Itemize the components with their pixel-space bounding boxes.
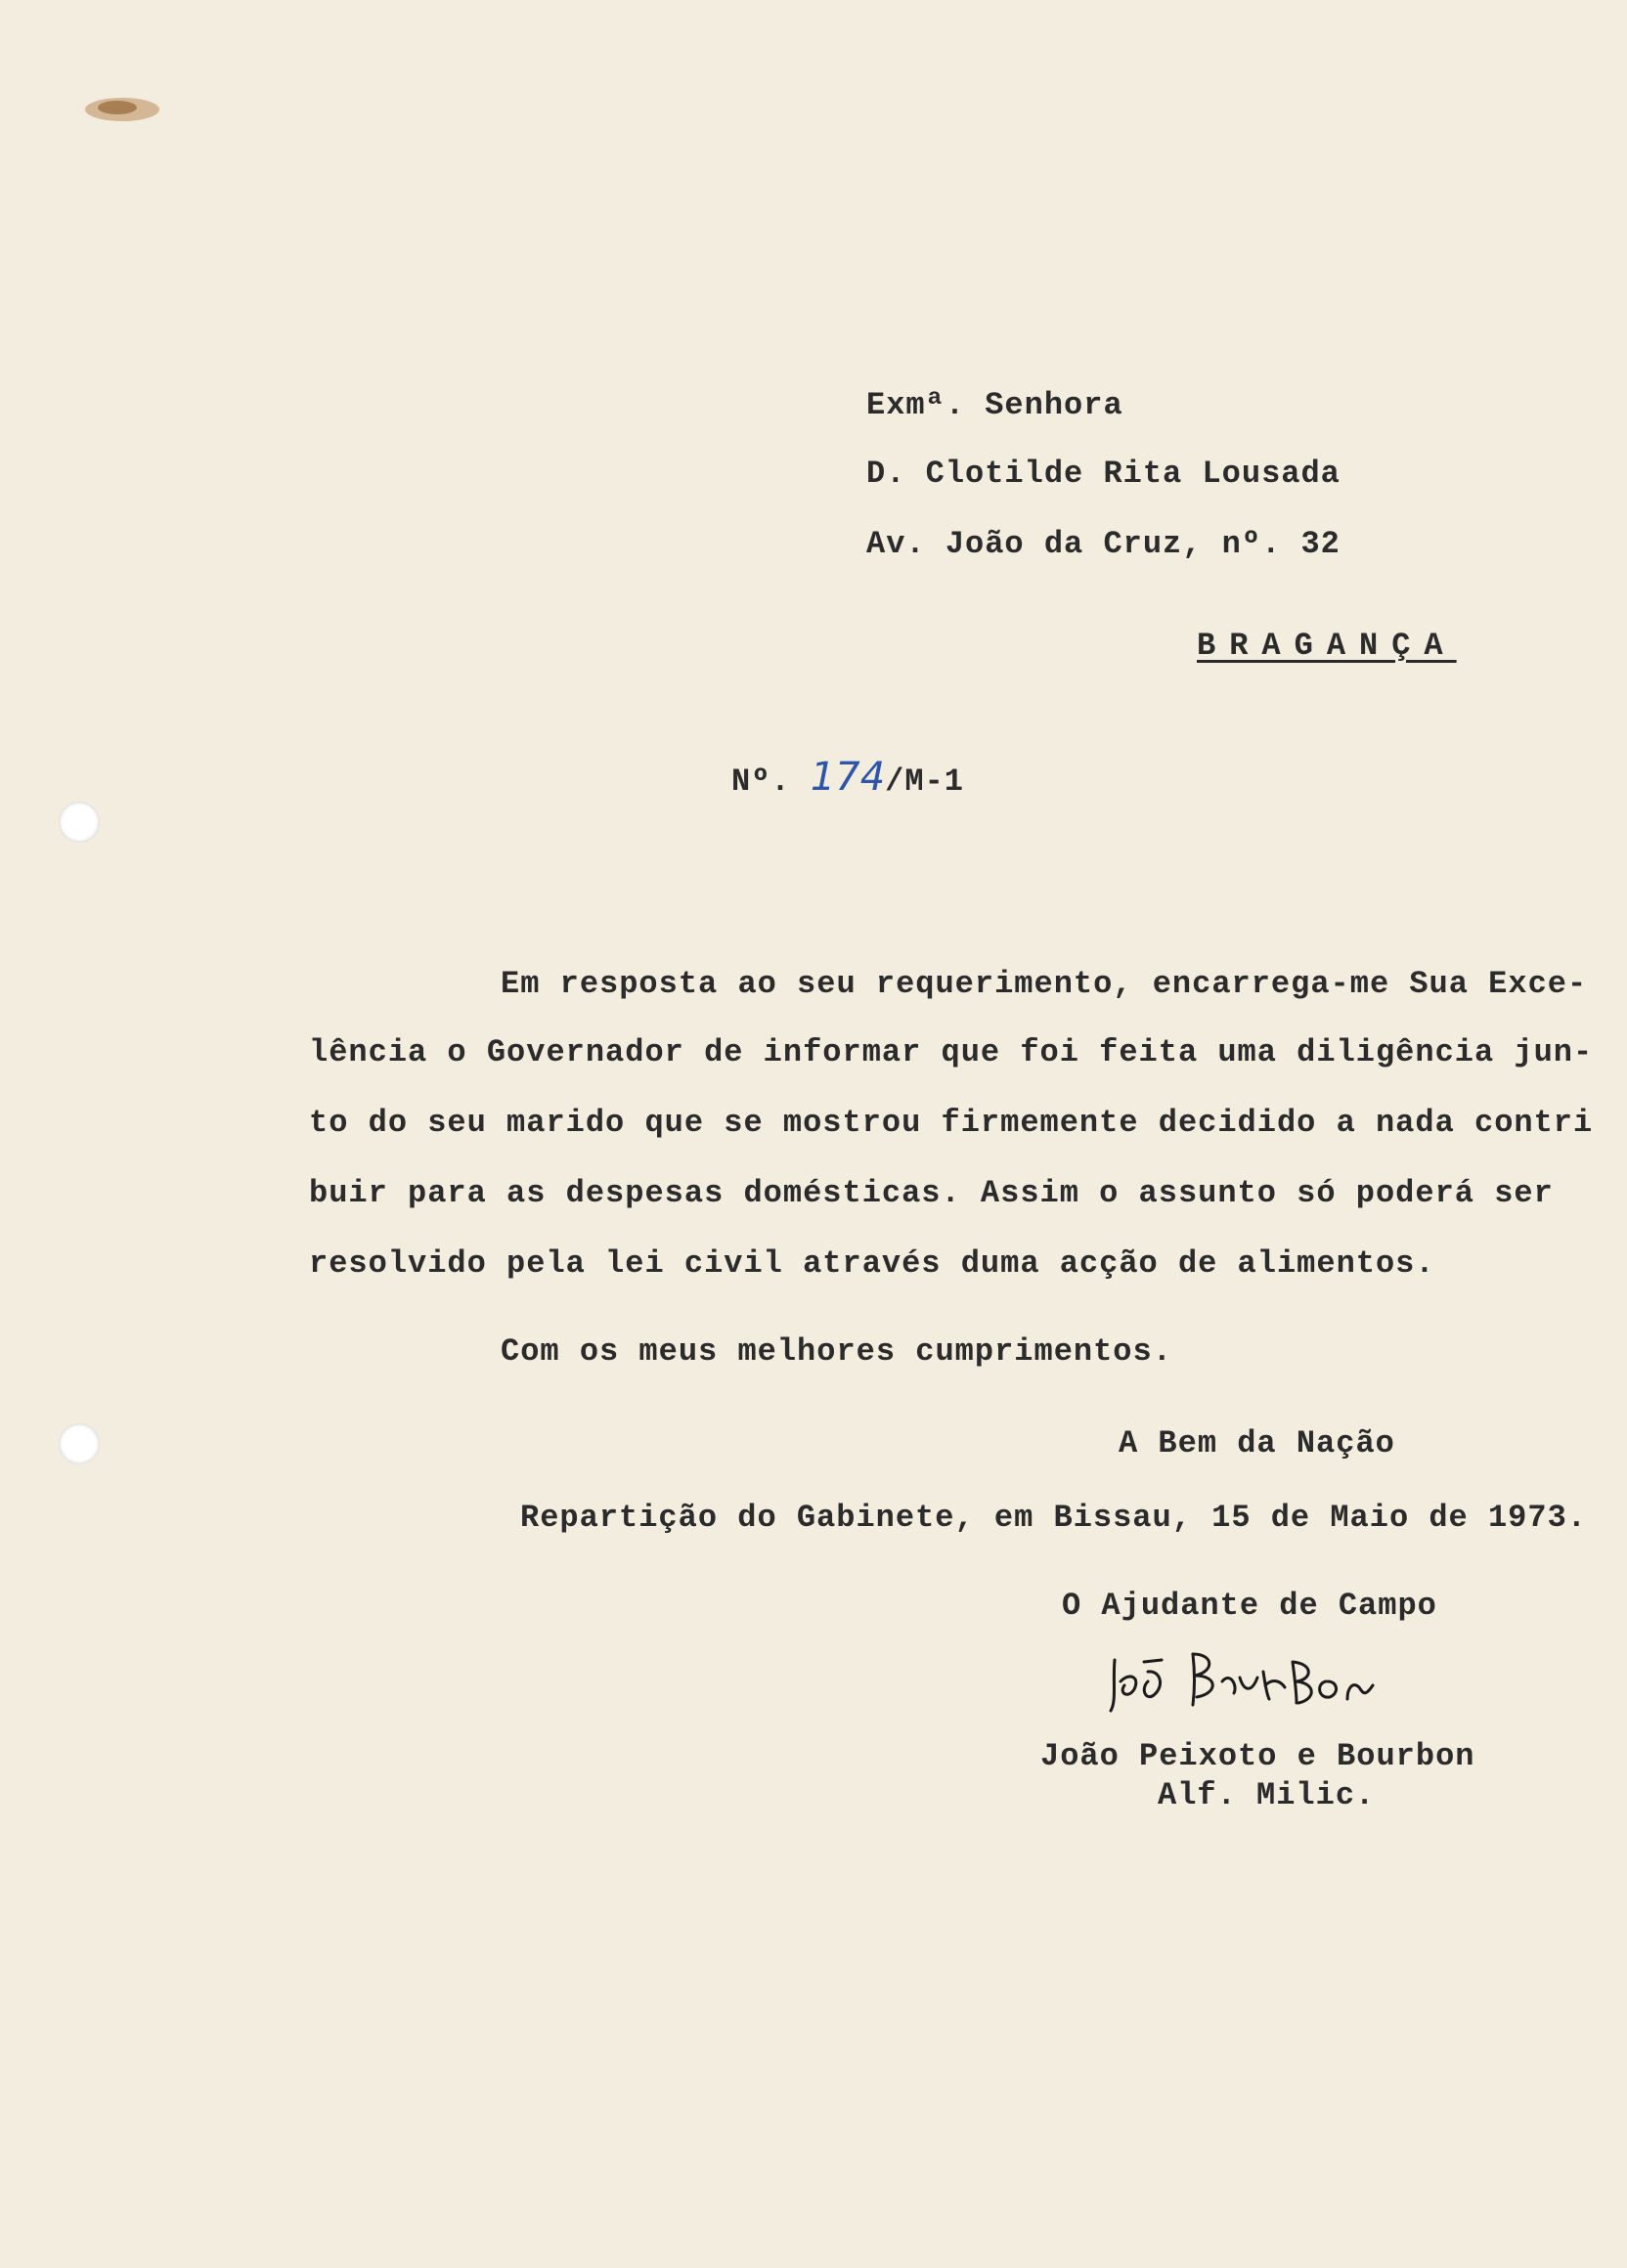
recipient-city: BRAGANÇA — [1197, 628, 1457, 664]
rust-stain — [78, 88, 166, 127]
signer-rank: Alf. Milic. — [1158, 1777, 1376, 1813]
recipient-address: Av. João da Cruz, nº. 32 — [866, 526, 1341, 562]
reference-number: 174 — [810, 755, 886, 800]
reference-prefix: Nº. — [731, 763, 791, 800]
recipient-name: D. Clotilde Rita Lousada — [866, 456, 1341, 492]
body-line-3: to do seu marido que se mostrou firmemente decidido a nada contri — [309, 1105, 1594, 1141]
motto: A Bem da Nação — [1119, 1425, 1395, 1461]
body-line-4: buir para as despesas domésticas. Assim o assunto só poderá ser — [309, 1175, 1554, 1211]
recipient-salutation: Exmª. Senhora — [866, 387, 1123, 423]
closing-line: Com os meus melhores cumprimentos. — [501, 1333, 1172, 1370]
reference-suffix: /M-1 — [885, 763, 964, 800]
punch-hole-lower — [59, 1423, 100, 1464]
body-line-2: lência o Governador de informar que foi feita uma diligência jun- — [309, 1034, 1594, 1070]
body-line-5: resolvido pela lei civil através duma acção de alimentos. — [309, 1245, 1435, 1282]
reference-line — [731, 755, 964, 800]
signer-name: João Peixoto e Bourbon — [1040, 1738, 1475, 1774]
body-line-1: Em resposta ao seu requerimento, encarrega-me Sua Exce- — [501, 966, 1588, 1002]
signer-role: O Ajudante de Campo — [1062, 1588, 1437, 1624]
handwritten-signature — [1105, 1642, 1379, 1721]
punch-hole-upper — [59, 802, 100, 843]
place-date: Repartição do Gabinete, em Bissau, 15 de Maio de 1973. — [520, 1500, 1587, 1536]
